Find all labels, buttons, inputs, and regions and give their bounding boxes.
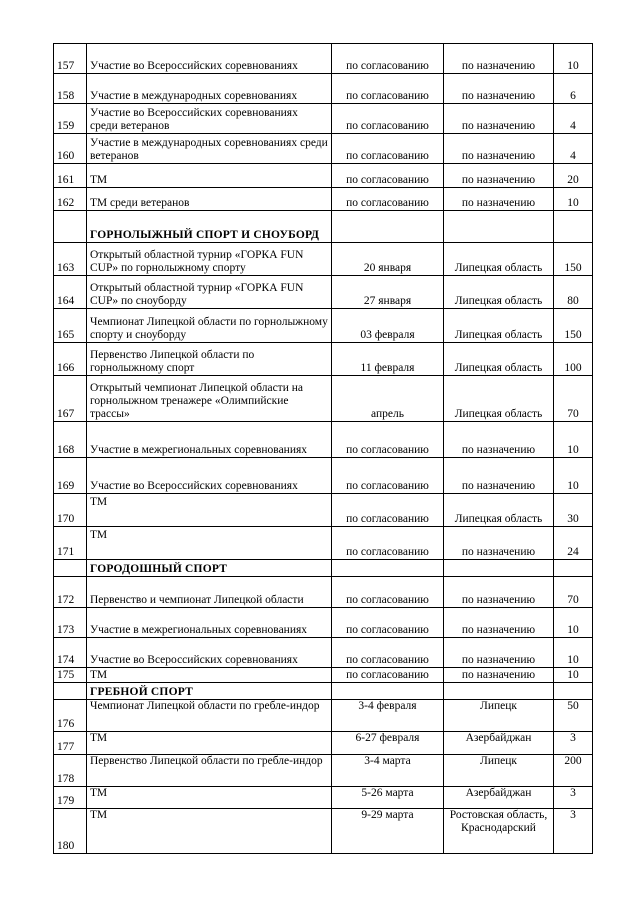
row-number: 180 <box>54 809 87 854</box>
event-date: по согласованию <box>332 608 444 638</box>
event-name: Чемпионат Липецкой области по гребле-индор <box>87 700 332 732</box>
participant-count: 30 <box>554 494 593 527</box>
event-place: по назначению <box>444 44 554 74</box>
table-row <box>54 700 593 732</box>
table-row <box>54 668 593 683</box>
table-row <box>54 494 593 527</box>
event-date: по согласованию <box>332 577 444 608</box>
table-row <box>54 755 593 787</box>
event-name: ТМ <box>87 527 332 560</box>
event-name: Первенство Липецкой области по гребле-индор <box>87 755 332 787</box>
row-number: 159 <box>54 104 87 134</box>
row-number: 177 <box>54 732 87 755</box>
event-place: Липецкая область <box>444 376 554 422</box>
participant-count: 10 <box>554 638 593 668</box>
table-row <box>54 243 593 276</box>
table-row <box>54 732 593 755</box>
row-number: 174 <box>54 638 87 668</box>
row-number: 161 <box>54 164 87 188</box>
event-name: Участие во Всероссийских соревнованиях <box>87 638 332 668</box>
events-table-body <box>54 44 593 854</box>
event-place: по назначению <box>444 638 554 668</box>
section-title: ГРЕБНОЙ СПОРТ <box>87 683 332 700</box>
participant-count: 80 <box>554 276 593 309</box>
table-row <box>54 527 593 560</box>
event-place: по назначению <box>444 577 554 608</box>
participant-count: 10 <box>554 458 593 494</box>
participant-count: 10 <box>554 188 593 211</box>
table-row <box>54 134 593 164</box>
event-date: 27 января <box>332 276 444 309</box>
row-number: 172 <box>54 577 87 608</box>
event-name: Участие во Всероссийских соревнованиях <box>87 44 332 74</box>
table-row <box>54 44 593 74</box>
event-place: по назначению <box>444 458 554 494</box>
table-row <box>54 164 593 188</box>
event-name: Первенство и чемпионат Липецкой области <box>87 577 332 608</box>
event-place: по назначению <box>444 134 554 164</box>
event-name: Участие в межрегиональных соревнованиях <box>87 422 332 458</box>
event-place: по назначению <box>444 188 554 211</box>
event-date: по согласованию <box>332 164 444 188</box>
participant-count: 70 <box>554 376 593 422</box>
event-place: по назначению <box>444 527 554 560</box>
participant-count: 150 <box>554 243 593 276</box>
table-row <box>54 422 593 458</box>
row-number: 163 <box>54 243 87 276</box>
row-number: 167 <box>54 376 87 422</box>
event-name: ТМ <box>87 494 332 527</box>
participant-count: 24 <box>554 527 593 560</box>
event-place: Липецк <box>444 755 554 787</box>
event-name: Открытый чемпионат Липецкой области на горнолыжном тренажере «Олимпийские трассы» <box>87 376 332 422</box>
participant-count: 6 <box>554 74 593 104</box>
section-title: ГОРОДОШНЫЙ СПОРТ <box>87 560 332 577</box>
event-name: Участие в международных соревнованиях <box>87 74 332 104</box>
event-date: 5-26 марта <box>332 787 444 809</box>
event-date: по согласованию <box>332 188 444 211</box>
event-name: ТМ <box>87 809 332 854</box>
participant-count: 100 <box>554 343 593 376</box>
participant-count: 3 <box>554 787 593 809</box>
table-row <box>54 343 593 376</box>
event-place: Липецкая область <box>444 343 554 376</box>
event-date: по согласованию <box>332 494 444 527</box>
event-place: по назначению <box>444 104 554 134</box>
event-place: Липецк <box>444 700 554 732</box>
event-place: по назначению <box>444 422 554 458</box>
event-date: 11 февраля <box>332 343 444 376</box>
row-number: 170 <box>54 494 87 527</box>
event-date: 03 февраля <box>332 309 444 343</box>
event-date: 6-27 февраля <box>332 732 444 755</box>
event-name: Участие в международных соревнованиях среди ветеранов <box>87 134 332 164</box>
participant-count: 150 <box>554 309 593 343</box>
event-place: Липецкая область <box>444 309 554 343</box>
event-date: по согласованию <box>332 638 444 668</box>
event-date: 20 января <box>332 243 444 276</box>
event-date: по согласованию <box>332 458 444 494</box>
row-number: 164 <box>54 276 87 309</box>
table-row <box>54 276 593 309</box>
events-table <box>53 43 593 854</box>
event-place: Липецкая область <box>444 494 554 527</box>
row-number: 166 <box>54 343 87 376</box>
table-row <box>54 74 593 104</box>
event-date: по согласованию <box>332 104 444 134</box>
participant-count: 3 <box>554 809 593 854</box>
event-date: 3-4 марта <box>332 755 444 787</box>
row-number <box>54 683 87 700</box>
event-place: Липецкая область <box>444 243 554 276</box>
event-date: по согласованию <box>332 44 444 74</box>
participant-count: 200 <box>554 755 593 787</box>
participant-count: 4 <box>554 134 593 164</box>
row-number: 176 <box>54 700 87 732</box>
event-name: Первенство Липецкой области по горнолыжному спорт <box>87 343 332 376</box>
event-date: 3-4 февраля <box>332 700 444 732</box>
participant-count: 70 <box>554 577 593 608</box>
event-date: по согласованию <box>332 134 444 164</box>
row-number: 169 <box>54 458 87 494</box>
row-number: 179 <box>54 787 87 809</box>
participant-count: 3 <box>554 732 593 755</box>
event-date: по согласованию <box>332 668 444 683</box>
event-name: Участие во Всероссийских соревнованиях <box>87 458 332 494</box>
event-name: ТМ <box>87 732 332 755</box>
row-number: 171 <box>54 527 87 560</box>
row-number <box>54 560 87 577</box>
table-row <box>54 104 593 134</box>
event-name: ТМ среди ветеранов <box>87 188 332 211</box>
event-date: по согласованию <box>332 527 444 560</box>
participant-count: 4 <box>554 104 593 134</box>
table-row <box>54 809 593 854</box>
participant-count: 10 <box>554 44 593 74</box>
section-row <box>54 683 593 700</box>
section-row <box>54 211 593 243</box>
event-place: по назначению <box>444 668 554 683</box>
event-place: Ростовская область, Краснодарский <box>444 809 554 854</box>
event-name: Открытый областной турнир «ГОРКА FUN CUP» по сноуборду <box>87 276 332 309</box>
participant-count: 50 <box>554 700 593 732</box>
event-place: по назначению <box>444 164 554 188</box>
table-row <box>54 188 593 211</box>
event-place: по назначению <box>444 608 554 638</box>
row-number: 162 <box>54 188 87 211</box>
table-row <box>54 376 593 422</box>
table-row <box>54 458 593 494</box>
row-number: 173 <box>54 608 87 638</box>
participant-count: 20 <box>554 164 593 188</box>
row-number: 160 <box>54 134 87 164</box>
event-name: ТМ <box>87 164 332 188</box>
event-date: апрель <box>332 376 444 422</box>
event-place: Липецкая область <box>444 276 554 309</box>
event-place: Азербайджан <box>444 732 554 755</box>
event-place: Азербайджан <box>444 787 554 809</box>
row-number: 168 <box>54 422 87 458</box>
row-number: 158 <box>54 74 87 104</box>
section-row <box>54 560 593 577</box>
event-name: ТМ <box>87 787 332 809</box>
table-row <box>54 309 593 343</box>
section-title: ГОРНОЛЫЖНЫЙ СПОРТ И СНОУБОРД <box>87 211 332 243</box>
event-date: 9-29 марта <box>332 809 444 854</box>
row-number: 175 <box>54 668 87 683</box>
row-number: 165 <box>54 309 87 343</box>
event-name: Участие во Всероссийских соревнованиях среди ветеранов <box>87 104 332 134</box>
table-row <box>54 638 593 668</box>
event-name: ТМ <box>87 668 332 683</box>
event-place: по назначению <box>444 74 554 104</box>
table-row <box>54 787 593 809</box>
participant-count: 10 <box>554 422 593 458</box>
event-name: Открытый областной турнир «ГОРКА FUN CUP» по горнолыжному спорту <box>87 243 332 276</box>
table-row <box>54 608 593 638</box>
row-number <box>54 211 87 243</box>
row-number: 157 <box>54 44 87 74</box>
event-date: по согласованию <box>332 422 444 458</box>
table-row <box>54 577 593 608</box>
event-date: по согласованию <box>332 74 444 104</box>
event-name: Чемпионат Липецкой области по горнолыжному спорту и сноуборду <box>87 309 332 343</box>
participant-count: 10 <box>554 608 593 638</box>
event-name: Участие в межрегиональных соревнованиях <box>87 608 332 638</box>
participant-count: 10 <box>554 668 593 683</box>
row-number: 178 <box>54 755 87 787</box>
